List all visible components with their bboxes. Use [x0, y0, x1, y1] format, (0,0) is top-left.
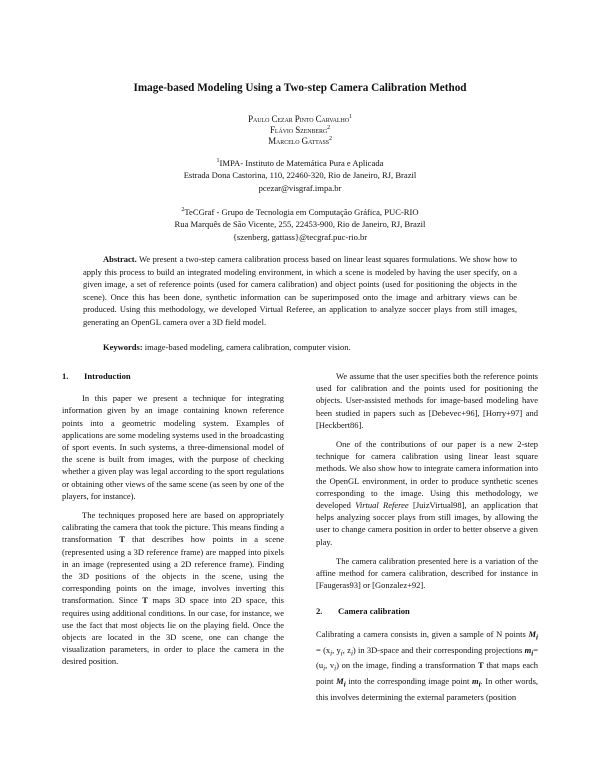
affiliation-line: Rua Marquês de São Vicente, 255, 22453-900, Rio de Janeiro, RJ, Brazil [174, 219, 426, 230]
abstract-text: We present a two-step camera calibration process based on linear least squares formulations. We show how to apply this process to build an integrated modeling environment, in which a scene is modeled by having the user specify, on a given image, a set of reference points (used for camera calibration) and object points (used for positioning the objects in the scene). Once this has been done, synthetic information can be superimposed onto the image and arbitrary views can be produced. Using this methodology, we developed Virtual Referee, an application to analyze soccer plays from still images, generating an OpenGL camera over a 3D field model. [83, 254, 517, 327]
affiliation-email: pcezar@visgraf.impa.br [258, 182, 342, 193]
abstract [83, 253, 517, 328]
paper-title: Image-based Modeling Using a Two-step Camera Calibration Method [133, 82, 467, 94]
author-3 [0, 136, 600, 146]
author-name: Flávio Szenberg [270, 125, 328, 135]
affiliation-1 [0, 157, 600, 194]
keywords [103, 342, 517, 352]
affiliation-line: Estrada Dona Castorina, 110, 22460-320, Rio de Janeiro, RJ, Brazil [183, 170, 417, 181]
paragraph: One of the contributions of our paper is a new 2-step technique for camera calibration using linear least square methods. We also show how to integrate camera information into the OpenGL environment, in order to produce synthetic scenes corresponding to the image. Using this methodology, we developed Virtual Referee [JuizVirtual98], an application that helps analyzing soccer plays from still images, by allowing the user to change camera position in order to better observe a given play. [316, 439, 539, 547]
affiliation-sup: 1 [216, 158, 220, 165]
paragraph: The camera calibration presented here is a variation of the affine method for camera calibration, described for instance in [Faugeras93] or [Gonzalez+92]. [316, 555, 538, 591]
paragraph: Calibrating a camera consists in, given a sample of N points $M_i = (x_i$, $y_i$, $z_i$) in 3D-space and their corresponding projections $m_i=(u_i$, $v_i$) on the image, finding a transformation T that maps each point $M_i$ into the corresponding image point $m_i$. In other words, this involves determining the external parameters (position [316, 628, 539, 703]
right-column [316, 370, 538, 710]
author-name: Marcelo Gattass [268, 136, 329, 146]
author-sup: 1 [348, 114, 352, 120]
affiliation-email: {szenberg, gattass}@tecgraf.puc-rio.br [232, 231, 368, 242]
author-sup: 2 [328, 136, 332, 142]
left-column [62, 370, 284, 675]
paragraph: The techniques proposed here are based on appropriately calibrating the camera that took the picture. This means finding a transformation T that describes how points in a scene (represented using a 3D reference frame) are mapped into pixels in an image (represented using a 2D reference frame). Finding the 3D positions of the objects in the scene, using the corresponding points on the image, involves inverting this transformation. Since T maps 3D space into 2D space, this requires using additional conditions. In our case, for instance, we use the fact that most objects lie on the playing field. Once the objects are located in the 3D scene, one can change the visualization parameters, in order to place the camera in the desired position. [62, 510, 284, 667]
author-sup: 2 [327, 125, 330, 131]
paragraph: In this paper we present a technique for integrating information given by an image containing known reference points into a geometric modeling system. Examples of applications are some modeling systems used in the broadcasting of sport events. In such systems, a three-dimensional model of the scene is built from images, with the purpose of checking whether a given play was legal according to the sport regulations or obtaining other views of the same scene (as seen by one of the players, for instance). [62, 393, 284, 501]
section-heading-introduction: 1. Introduction [62, 371, 131, 381]
section-heading-camera-calibration: 2. Camera calibration [316, 606, 410, 617]
keywords-label: Keywords: [103, 342, 143, 352]
author-name: Paulo Cezar Pinto Carvalho [248, 114, 349, 124]
affiliation-2 [0, 206, 600, 243]
affiliation-line: $^1$IMPA- Instituto de Matemática Pura e Aplicada [216, 158, 384, 168]
keywords-text: image-based modeling, camera calibration, computer vision. [144, 342, 351, 352]
abstract-label: Abstract. [103, 254, 137, 264]
affiliation-line: $^2$TeCGraf - Grupo de Tecnologia em Computação Gráfica, PUC-RIO [181, 207, 419, 217]
author-1 [0, 114, 600, 124]
paragraph: We assume that the user specifies both the reference points used for calibration and the points used for positioning the objects. User-assisted methods for image-based modeling have been studied in papers such as [Debevec+96], [Horry+97] and [Heckbert86]. [316, 371, 538, 430]
author-2 [0, 125, 600, 135]
affiliation-sup: 2 [181, 207, 185, 214]
